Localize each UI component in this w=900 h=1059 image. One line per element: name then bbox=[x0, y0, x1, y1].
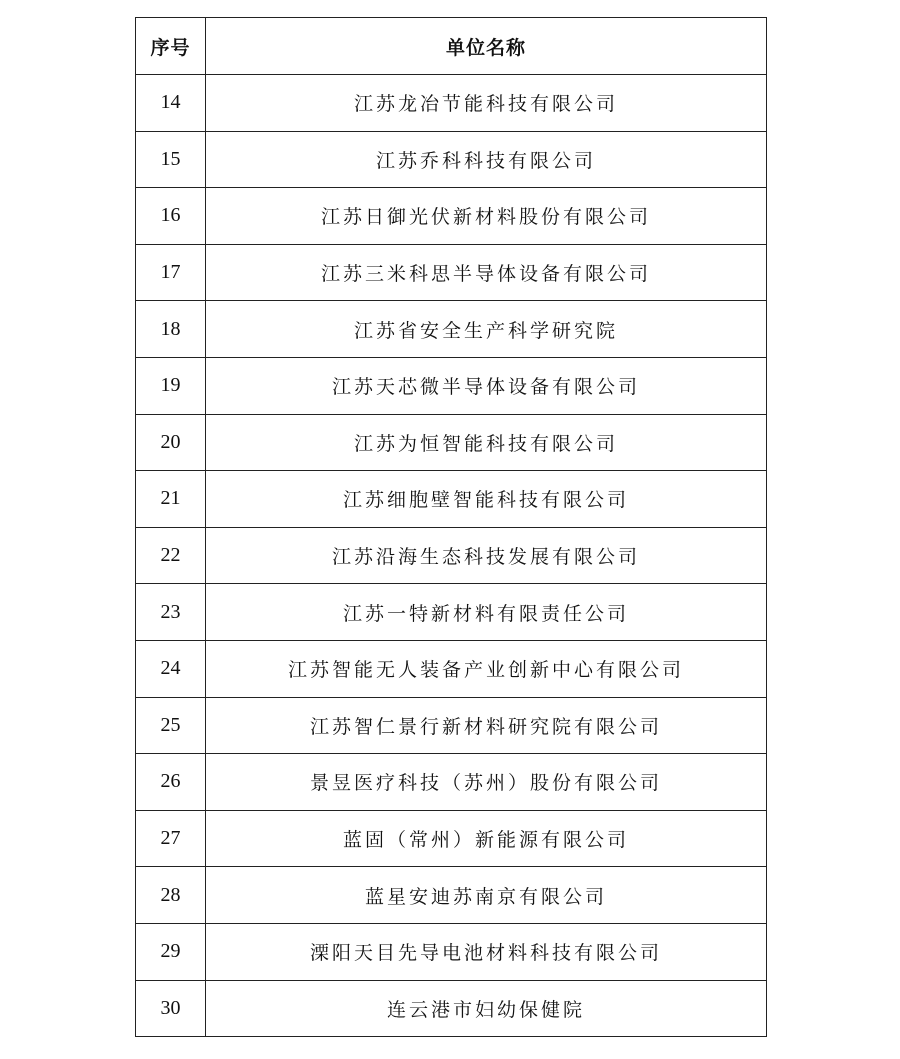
unit-name: 景昱医疗科技（苏州）股份有限公司 bbox=[206, 754, 767, 811]
table-row bbox=[136, 188, 767, 245]
table-row bbox=[136, 810, 767, 867]
table-row bbox=[136, 754, 767, 811]
unit-name: 蓝固（常州）新能源有限公司 bbox=[206, 810, 767, 867]
unit-name: 江苏三米科思半导体设备有限公司 bbox=[206, 244, 767, 301]
header-unit-name: 单位名称 bbox=[206, 18, 767, 75]
unit-name: 江苏智仁景行新材料研究院有限公司 bbox=[206, 697, 767, 754]
header-serial-number: 序号 bbox=[136, 18, 206, 75]
table-row bbox=[136, 923, 767, 980]
serial-number: 27 bbox=[136, 810, 206, 867]
serial-number: 29 bbox=[136, 923, 206, 980]
serial-number: 22 bbox=[136, 527, 206, 584]
table-row bbox=[136, 697, 767, 754]
table-row bbox=[136, 640, 767, 697]
unit-name: 江苏省安全生产科学研究院 bbox=[206, 301, 767, 358]
serial-number: 17 bbox=[136, 244, 206, 301]
table-row bbox=[136, 471, 767, 528]
serial-number: 16 bbox=[136, 188, 206, 245]
unit-name: 连云港市妇幼保健院 bbox=[206, 980, 767, 1037]
table-row bbox=[136, 357, 767, 414]
table-row bbox=[136, 301, 767, 358]
unit-name: 江苏日御光伏新材料股份有限公司 bbox=[206, 188, 767, 245]
table-row bbox=[136, 244, 767, 301]
serial-number: 26 bbox=[136, 754, 206, 811]
unit-name: 蓝星安迪苏南京有限公司 bbox=[206, 867, 767, 924]
unit-name: 江苏为恒智能科技有限公司 bbox=[206, 414, 767, 471]
table-body bbox=[136, 75, 767, 1037]
unit-name: 江苏龙冶节能科技有限公司 bbox=[206, 75, 767, 132]
serial-number: 19 bbox=[136, 357, 206, 414]
serial-number: 23 bbox=[136, 584, 206, 641]
table-row bbox=[136, 584, 767, 641]
table-row bbox=[136, 131, 767, 188]
company-table bbox=[135, 17, 767, 1037]
serial-number: 28 bbox=[136, 867, 206, 924]
serial-number: 25 bbox=[136, 697, 206, 754]
serial-number: 20 bbox=[136, 414, 206, 471]
serial-number: 15 bbox=[136, 131, 206, 188]
table-row bbox=[136, 75, 767, 132]
serial-number: 18 bbox=[136, 301, 206, 358]
serial-number: 14 bbox=[136, 75, 206, 132]
unit-name: 江苏一特新材料有限责任公司 bbox=[206, 584, 767, 641]
unit-name: 溧阳天目先导电池材料科技有限公司 bbox=[206, 923, 767, 980]
serial-number: 30 bbox=[136, 980, 206, 1037]
serial-number: 21 bbox=[136, 471, 206, 528]
table-row bbox=[136, 414, 767, 471]
table-row bbox=[136, 527, 767, 584]
unit-name: 江苏天芯微半导体设备有限公司 bbox=[206, 357, 767, 414]
table-row bbox=[136, 867, 767, 924]
table-row bbox=[136, 980, 767, 1037]
serial-number: 24 bbox=[136, 640, 206, 697]
unit-name: 江苏智能无人装备产业创新中心有限公司 bbox=[206, 640, 767, 697]
header-row bbox=[136, 18, 767, 75]
unit-name: 江苏沿海生态科技发展有限公司 bbox=[206, 527, 767, 584]
unit-name: 江苏细胞壁智能科技有限公司 bbox=[206, 471, 767, 528]
unit-name: 江苏乔科科技有限公司 bbox=[206, 131, 767, 188]
